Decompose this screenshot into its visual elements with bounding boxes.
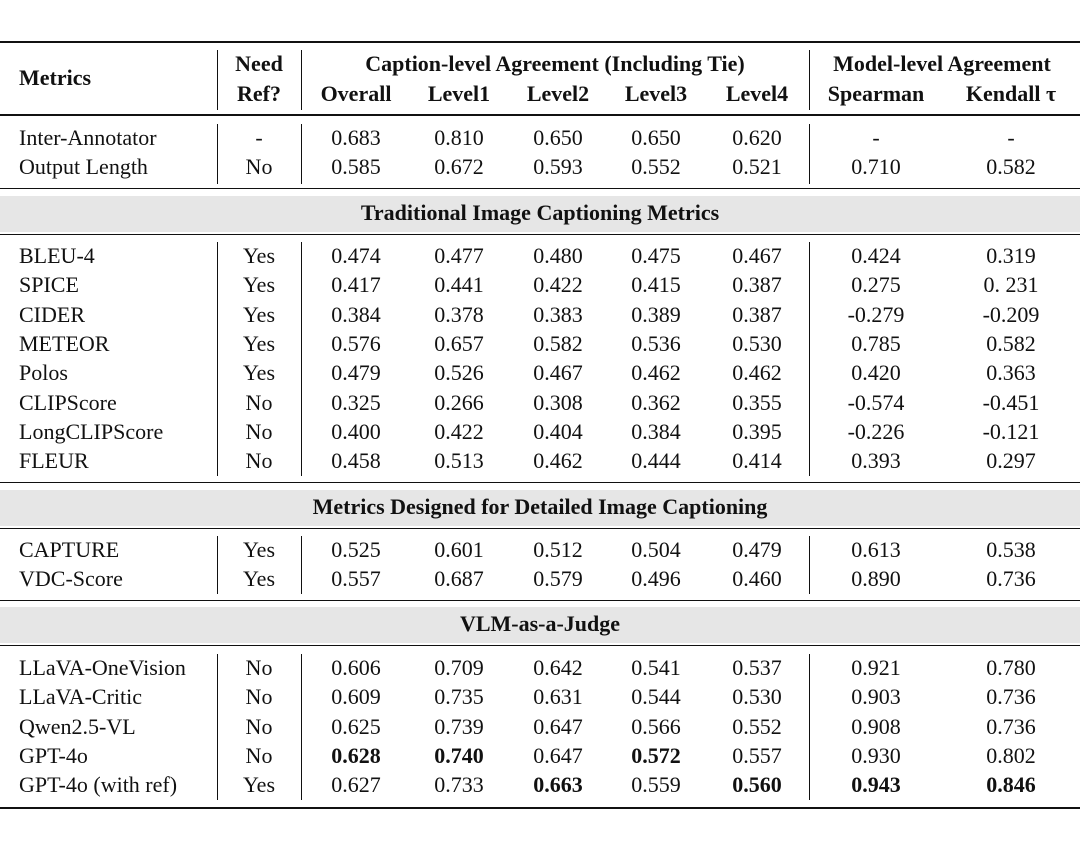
column-divider <box>217 50 218 110</box>
row-value: 0.504 <box>631 537 681 562</box>
row-value: 0.606 <box>331 655 381 680</box>
row-need-ref: No <box>245 419 273 445</box>
header-need-ref: Ref? <box>237 81 281 106</box>
row-value: 0.541 <box>631 655 681 680</box>
row-value: 0.422 <box>533 272 583 298</box>
column-divider <box>809 50 810 110</box>
row-value: 0.613 <box>851 537 901 562</box>
row-value: 0.538 <box>986 537 1036 562</box>
column-divider <box>217 242 218 476</box>
row-metric-name: LongCLIPScore <box>19 419 164 445</box>
header-column: Spearman <box>827 81 925 106</box>
row-value: 0.415 <box>631 272 681 298</box>
section-rule <box>0 234 1080 235</box>
row-need-ref: No <box>245 713 273 739</box>
row-need-ref: No <box>245 684 273 710</box>
row-value: 0.785 <box>851 331 901 357</box>
row-value: 0.740 <box>434 743 484 769</box>
row-value: 0.585 <box>331 154 381 180</box>
row-value: 0.530 <box>732 684 782 710</box>
row-metric-name: Inter-Annotator <box>19 125 157 150</box>
row-need-ref: No <box>245 655 273 680</box>
row-value: 0.890 <box>851 566 901 592</box>
row-value: 0.387 <box>732 301 782 327</box>
row-value: 0.378 <box>434 301 484 327</box>
row-value: 0.308 <box>533 389 583 415</box>
column-divider <box>217 536 218 594</box>
row-value: 0.414 <box>732 448 782 474</box>
section-title: VLM-as-a-Judge <box>459 611 621 636</box>
row-metric-name: Polos <box>19 360 68 386</box>
row-value: 0.474 <box>331 243 381 268</box>
row-value: 0.647 <box>533 713 583 739</box>
row-value: 0.424 <box>851 243 901 268</box>
row-value: 0.441 <box>434 272 484 298</box>
top-rule <box>0 41 1080 43</box>
column-divider <box>301 124 302 184</box>
row-metric-name: GPT-4o (with ref) <box>19 772 178 798</box>
row-value: 0.736 <box>986 684 1036 710</box>
header-column: Overall <box>320 81 392 106</box>
row-value: 0.297 <box>986 448 1036 474</box>
row-metric-name: LLaVA-Critic <box>19 684 143 710</box>
row-value: 0.780 <box>986 655 1036 680</box>
row-value: 0.458 <box>331 448 381 474</box>
row-value: 0.609 <box>331 684 381 710</box>
row-value: 0.650 <box>631 125 681 150</box>
row-value: 0.709 <box>434 655 484 680</box>
row-need-ref: No <box>245 448 273 474</box>
column-divider <box>217 124 218 184</box>
row-value: 0.363 <box>986 360 1036 386</box>
row-value: 0.582 <box>533 331 583 357</box>
row-value: 0.647 <box>533 743 583 769</box>
column-divider <box>301 242 302 476</box>
row-value: 0.625 <box>331 713 381 739</box>
row-value: 0.739 <box>434 713 484 739</box>
row-value: 0.710 <box>851 154 901 180</box>
row-value: 0.566 <box>631 713 681 739</box>
section-end-rule <box>0 600 1080 601</box>
section-title: Traditional Image Captioning Metrics <box>360 200 720 225</box>
row-value: 0.422 <box>434 419 484 445</box>
row-value: 0.628 <box>331 743 381 769</box>
column-divider <box>809 124 810 184</box>
row-value: 0.417 <box>331 272 381 298</box>
row-need-ref: Yes <box>242 301 276 327</box>
row-need-ref: No <box>245 389 273 415</box>
section-rule <box>0 528 1080 529</box>
row-metric-name: VDC-Score <box>19 566 123 592</box>
row-value: 0.557 <box>732 743 782 769</box>
row-value: 0.593 <box>533 154 583 180</box>
row-value: 0.496 <box>631 566 681 592</box>
row-value: 0.601 <box>434 537 484 562</box>
row-value: 0.903 <box>851 684 901 710</box>
column-divider <box>809 536 810 594</box>
row-value: 0.572 <box>631 743 681 769</box>
row-value: 0.672 <box>434 154 484 180</box>
row-value: 0.467 <box>732 243 782 268</box>
row-value: 0.462 <box>533 448 583 474</box>
header-metrics: Metrics <box>19 65 92 90</box>
row-need-ref: Yes <box>242 772 276 798</box>
row-value: 0.631 <box>533 684 583 710</box>
section-title: Metrics Designed for Detailed Image Captioning <box>312 494 768 519</box>
row-need-ref: Yes <box>242 566 276 592</box>
row-metric-name: SPICE <box>19 272 79 298</box>
row-metric-name: FLEUR <box>19 448 89 474</box>
row-value: 0.537 <box>732 655 782 680</box>
row-value: 0.462 <box>732 360 782 386</box>
section-end-rule <box>0 482 1080 483</box>
row-value: 0.735 <box>434 684 484 710</box>
row-value: -0.121 <box>982 419 1040 445</box>
row-value: 0.479 <box>732 537 782 562</box>
row-metric-name: Qwen2.5-VL <box>19 713 136 739</box>
row-value: 0.395 <box>732 419 782 445</box>
row-value: 0.526 <box>434 360 484 386</box>
row-value: 0.384 <box>331 301 381 327</box>
header-rule <box>0 114 1080 116</box>
row-value: 0.576 <box>331 331 381 357</box>
section-rule <box>0 645 1080 646</box>
row-value: 0.544 <box>631 684 681 710</box>
row-value: 0.736 <box>986 713 1036 739</box>
row-value: 0.275 <box>851 272 901 298</box>
row-value: 0.810 <box>434 125 484 150</box>
row-value: 0.620 <box>732 125 782 150</box>
row-value: -0.209 <box>982 301 1040 327</box>
row-value: 0.266 <box>434 389 484 415</box>
row-value: 0.736 <box>986 566 1036 592</box>
row-value: 0.557 <box>331 566 381 592</box>
row-need-ref: Yes <box>242 537 276 562</box>
row-value: 0.552 <box>631 154 681 180</box>
header-column: Level3 <box>624 81 688 106</box>
row-value: 0.663 <box>533 772 583 798</box>
row-value: 0.683 <box>331 125 381 150</box>
section-end-rule <box>0 188 1080 189</box>
row-value: 0.579 <box>533 566 583 592</box>
header-model-group: Model-level Agreement <box>833 51 1051 76</box>
row-value: 0.930 <box>851 743 901 769</box>
column-divider <box>809 654 810 800</box>
row-value: 0.355 <box>732 389 782 415</box>
row-value: 0.521 <box>732 154 782 180</box>
header-need-ref: Need <box>235 51 283 76</box>
row-value: 0.908 <box>851 713 901 739</box>
row-value: 0.559 <box>631 772 681 798</box>
row-metric-name: CLIPScore <box>19 389 117 415</box>
row-metric-name: GPT-4o <box>19 743 88 769</box>
row-value: 0.460 <box>732 566 782 592</box>
row-value: 0.846 <box>986 772 1036 798</box>
row-value: -0.226 <box>847 419 905 445</box>
row-value: 0.650 <box>533 125 583 150</box>
header-column: Kendall τ <box>965 81 1057 106</box>
row-value: 0.477 <box>434 243 484 268</box>
row-value: 0.943 <box>851 772 901 798</box>
row-value: 0.802 <box>986 743 1036 769</box>
row-value: -0.451 <box>982 389 1040 415</box>
header-caption-group: Caption-level Agreement (Including Tie) <box>365 51 745 76</box>
column-divider <box>217 654 218 800</box>
header-column: Level4 <box>725 81 789 106</box>
column-divider <box>301 654 302 800</box>
row-value: 0.733 <box>434 772 484 798</box>
row-value: 0.404 <box>533 419 583 445</box>
row-value: 0.552 <box>732 713 782 739</box>
row-value: 0.582 <box>986 331 1036 357</box>
row-value: 0.530 <box>732 331 782 357</box>
row-value: 0.387 <box>732 272 782 298</box>
section-end-rule <box>0 807 1080 809</box>
row-value: - <box>1007 125 1015 150</box>
row-value: 0.479 <box>331 360 381 386</box>
row-value: 0.393 <box>851 448 901 474</box>
row-value: 0.512 <box>533 537 583 562</box>
row-value: 0.420 <box>851 360 901 386</box>
header-column: Level2 <box>526 81 590 106</box>
row-need-ref: Yes <box>242 331 276 357</box>
row-value: -0.574 <box>847 389 905 415</box>
row-value: 0. 231 <box>983 272 1039 298</box>
row-need-ref: Yes <box>242 272 276 298</box>
row-value: 0.513 <box>434 448 484 474</box>
row-value: 0.467 <box>533 360 583 386</box>
row-metric-name: METEOR <box>19 331 110 357</box>
row-metric-name: CAPTURE <box>19 537 120 562</box>
column-divider <box>301 50 302 110</box>
row-value: 0.536 <box>631 331 681 357</box>
row-need-ref: - <box>255 125 263 150</box>
row-value: 0.325 <box>331 389 381 415</box>
column-divider <box>809 242 810 476</box>
row-value: - <box>872 125 880 150</box>
row-value: 0.525 <box>331 537 381 562</box>
row-need-ref: Yes <box>242 360 276 386</box>
row-value: 0.560 <box>732 772 782 798</box>
row-value: 0.475 <box>631 243 681 268</box>
row-value: 0.400 <box>331 419 381 445</box>
row-value: 0.384 <box>631 419 681 445</box>
column-divider <box>301 536 302 594</box>
row-value: 0.389 <box>631 301 681 327</box>
row-value: 0.687 <box>434 566 484 592</box>
row-metric-name: BLEU-4 <box>19 243 95 268</box>
row-need-ref: No <box>245 743 273 769</box>
row-need-ref: Yes <box>242 243 276 268</box>
row-value: 0.362 <box>631 389 681 415</box>
row-value: 0.480 <box>533 243 583 268</box>
header-column: Level1 <box>427 81 491 106</box>
row-value: 0.582 <box>986 154 1036 180</box>
row-value: 0.383 <box>533 301 583 327</box>
row-need-ref: No <box>245 154 273 180</box>
row-metric-name: Output Length <box>19 154 148 180</box>
row-value: -0.279 <box>847 301 905 327</box>
row-value: 0.444 <box>631 448 681 474</box>
row-value: 0.921 <box>851 655 901 680</box>
row-value: 0.642 <box>533 655 583 680</box>
row-value: 0.627 <box>331 772 381 798</box>
row-metric-name: LLaVA-OneVision <box>19 655 186 680</box>
row-value: 0.462 <box>631 360 681 386</box>
row-value: 0.319 <box>986 243 1036 268</box>
row-metric-name: CIDER <box>19 301 85 327</box>
row-value: 0.657 <box>434 331 484 357</box>
